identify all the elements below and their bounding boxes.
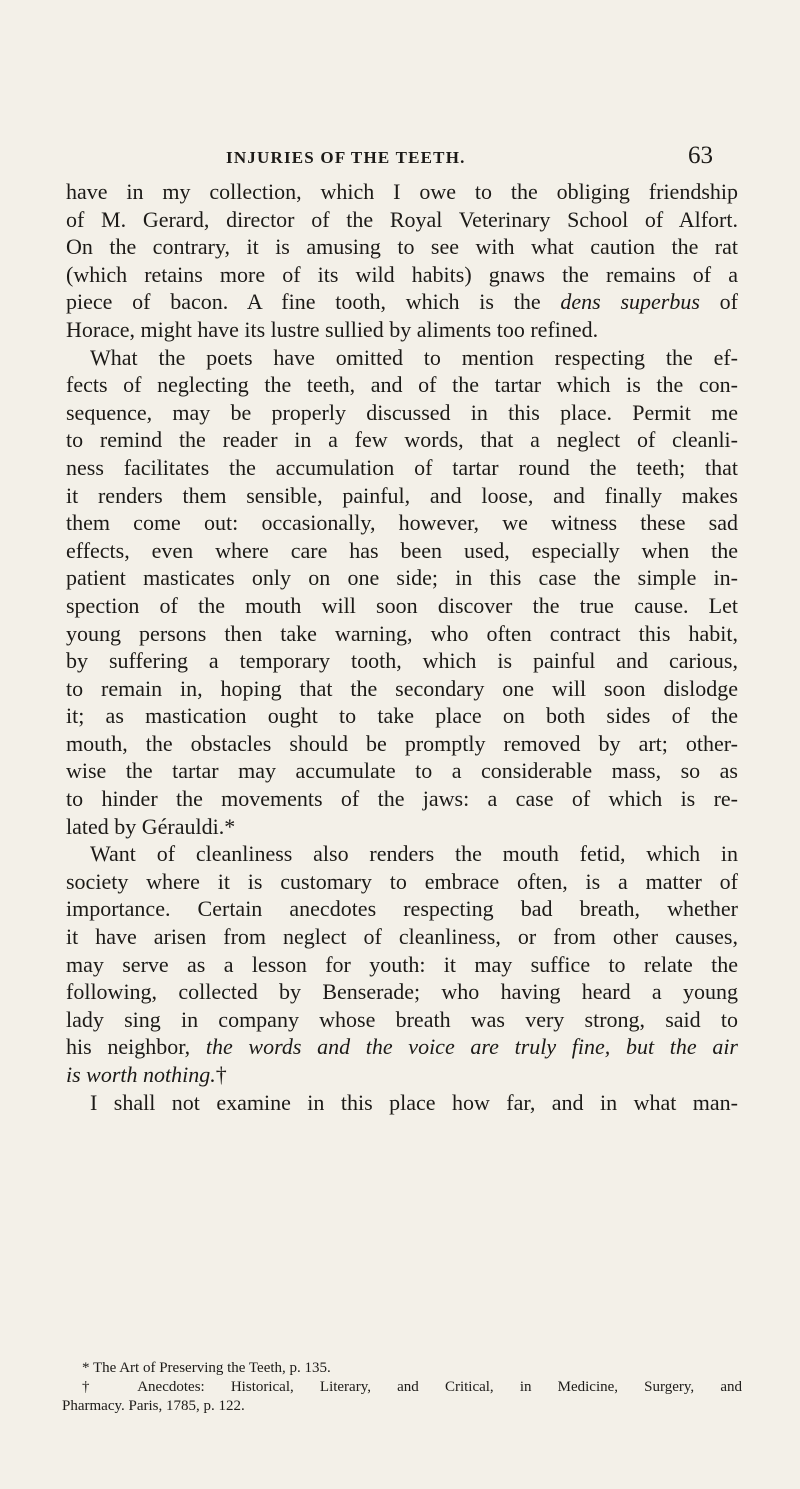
footnote-line: Pharmacy. Paris, 1785, p. 122.	[62, 1398, 245, 1414]
text-line: it renders them sensible, painful, and loose, and finally makes	[66, 482, 738, 508]
text-line: lady sing in company whose breath was very strong, said to	[66, 1006, 738, 1032]
text-line: it; as mastication ought to take place on both sides of the	[66, 703, 738, 729]
text-line: following, collected by Benserade; who having heard a young	[66, 979, 738, 1005]
footnotes	[62, 1359, 742, 1416]
text-line: What the poets have omitted to mention respecting the ef-	[90, 344, 738, 370]
text-line: to remain in, hoping that the secondary one will soon dislodge	[66, 675, 738, 701]
text-line: spection of the mouth will soon discover the true cause. Let	[66, 592, 738, 618]
text-line: them come out: occasionally, however, we witness these sad	[66, 510, 738, 536]
body-text	[66, 178, 738, 1116]
text-line: by suffering a temporary tooth, which is painful and carious,	[66, 648, 738, 674]
text-line: Want of cleanliness also renders the mouth fetid, which in	[90, 841, 738, 867]
text-line: ness facilitates the accumulation of tartar round the teeth; that	[66, 454, 738, 480]
page-header	[0, 142, 800, 176]
text-line: wise the tartar may accumulate to a considerable mass, so as	[66, 758, 738, 784]
text-line: Horace, might have its lustre sullied by aliments too refined.	[66, 316, 599, 342]
text-line: effects, even where care has been used, especially when the	[66, 537, 738, 563]
text-line: it have arisen from neglect of cleanliness, or from other causes,	[66, 924, 738, 950]
footnote-line: * The Art of Preserving the Teeth, p. 135.	[82, 1360, 331, 1376]
page-number: 63	[688, 142, 713, 169]
text-line: piece of bacon. A fine tooth, which is the dens superbus of	[66, 289, 738, 315]
text-line: of M. Gerard, director of the Royal Veterinary School of Alfort.	[66, 206, 738, 232]
text-line: importance. Certain anecdotes respecting bad breath, whether	[66, 896, 738, 922]
text-line: On the contrary, it is amusing to see with what caution the rat	[66, 234, 738, 260]
text-line: sequence, may be properly discussed in this place. Permit me	[66, 399, 738, 425]
text-line: lated by Gérauldi.*	[66, 813, 236, 839]
text-line: patient masticates only on one side; in this case the simple in-	[66, 565, 738, 591]
text-line: have in my collection, which I owe to the obliging friendship	[66, 179, 738, 204]
footnote-line: † Anecdotes: Historical, Literary, and Critical, in Medicine, Surgery, and	[82, 1379, 742, 1395]
text-line: his neighbor, the words and the voice are truly fine, but the air	[66, 1034, 738, 1060]
text-line: to remind the reader in a few words, that a neglect of cleanli-	[66, 427, 738, 453]
text-line: society where it is customary to embrace often, is a matter of	[66, 868, 738, 894]
text-line: (which retains more of its wild habits) gnaws the remains of a	[66, 261, 738, 287]
text-line: is worth nothing.†	[66, 1062, 227, 1087]
text-line: to hinder the movements of the jaws: a case of which is re-	[66, 786, 738, 812]
text-line: mouth, the obstacles should be promptly removed by art; other-	[66, 730, 738, 756]
text-line: fects of neglecting the teeth, and of the tartar which is the con-	[66, 372, 738, 398]
text-line: young persons then take warning, who often contract this habit,	[66, 620, 738, 646]
text-line: I shall not examine in this place how far, and in what man-	[90, 1089, 738, 1115]
text-line: may serve as a lesson for youth: it may suffice to relate the	[66, 951, 738, 977]
running-head: INJURIES OF THE TEETH.	[226, 148, 466, 167]
